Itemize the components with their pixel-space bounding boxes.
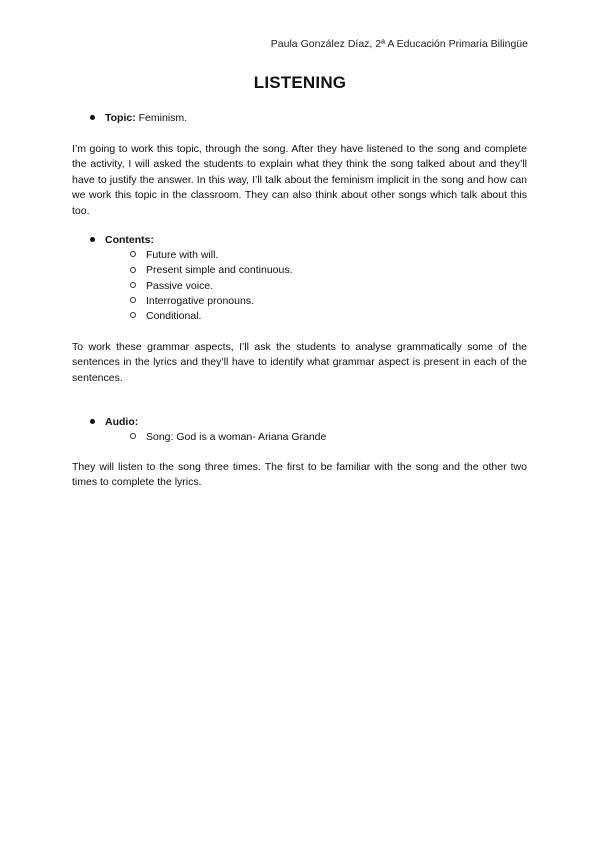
list-item: Passive voice. xyxy=(130,279,293,294)
contents-list xyxy=(130,248,293,324)
closing-paragraph: They will listen to the song three times. The first to be familiar with the song and the other two times to complete the lyrics. xyxy=(72,461,527,489)
list-item: Song: God is a woman- Ariana Grande xyxy=(130,430,326,445)
audio-list xyxy=(130,430,326,445)
circle-bullet-icon xyxy=(130,297,136,303)
circle-bullet-icon xyxy=(130,282,136,288)
audio-bullet xyxy=(90,416,138,428)
grammar-paragraph: To work these grammar aspects, I’ll ask the students to analyse grammatically some of the sentences in the lyrics and they’ll have to identify what grammar aspect is present in each of the sentences. xyxy=(72,341,527,384)
author-header: Paula González Díaz, 2ª A Educación Primaria Bilingüe xyxy=(270,38,528,50)
contents-bullet xyxy=(90,234,154,246)
circle-bullet-icon xyxy=(130,251,136,257)
list-item: Interrogative pronouns. xyxy=(130,294,293,309)
bullet-icon xyxy=(90,115,95,120)
page-title: LISTENING xyxy=(253,73,347,92)
circle-bullet-icon xyxy=(130,312,136,318)
list-item: Conditional. xyxy=(130,309,293,324)
bullet-icon xyxy=(90,237,95,242)
topic-bullet xyxy=(90,112,187,124)
intro-paragraph: I’m going to work this topic, through the song. After they have listened to the song and complete the activity, I will asked the students to explain what they think the song talked about and they’ll have to justify the answer. In this way, I’ll talk about the feminism implicit in the song and how can we work this topic in the classroom. They can also think about other songs which talk about this too. xyxy=(72,143,527,217)
bullet-icon xyxy=(90,419,95,424)
topic-label: Topic: xyxy=(105,112,136,124)
circle-bullet-icon xyxy=(130,433,136,439)
list-item: Present simple and continuous. xyxy=(130,263,293,278)
contents-label: Contents: xyxy=(105,234,154,246)
circle-bullet-icon xyxy=(130,267,136,273)
list-item: Future with will. xyxy=(130,248,293,263)
audio-label: Audio: xyxy=(105,416,139,428)
topic-value: Feminism. xyxy=(138,112,188,124)
